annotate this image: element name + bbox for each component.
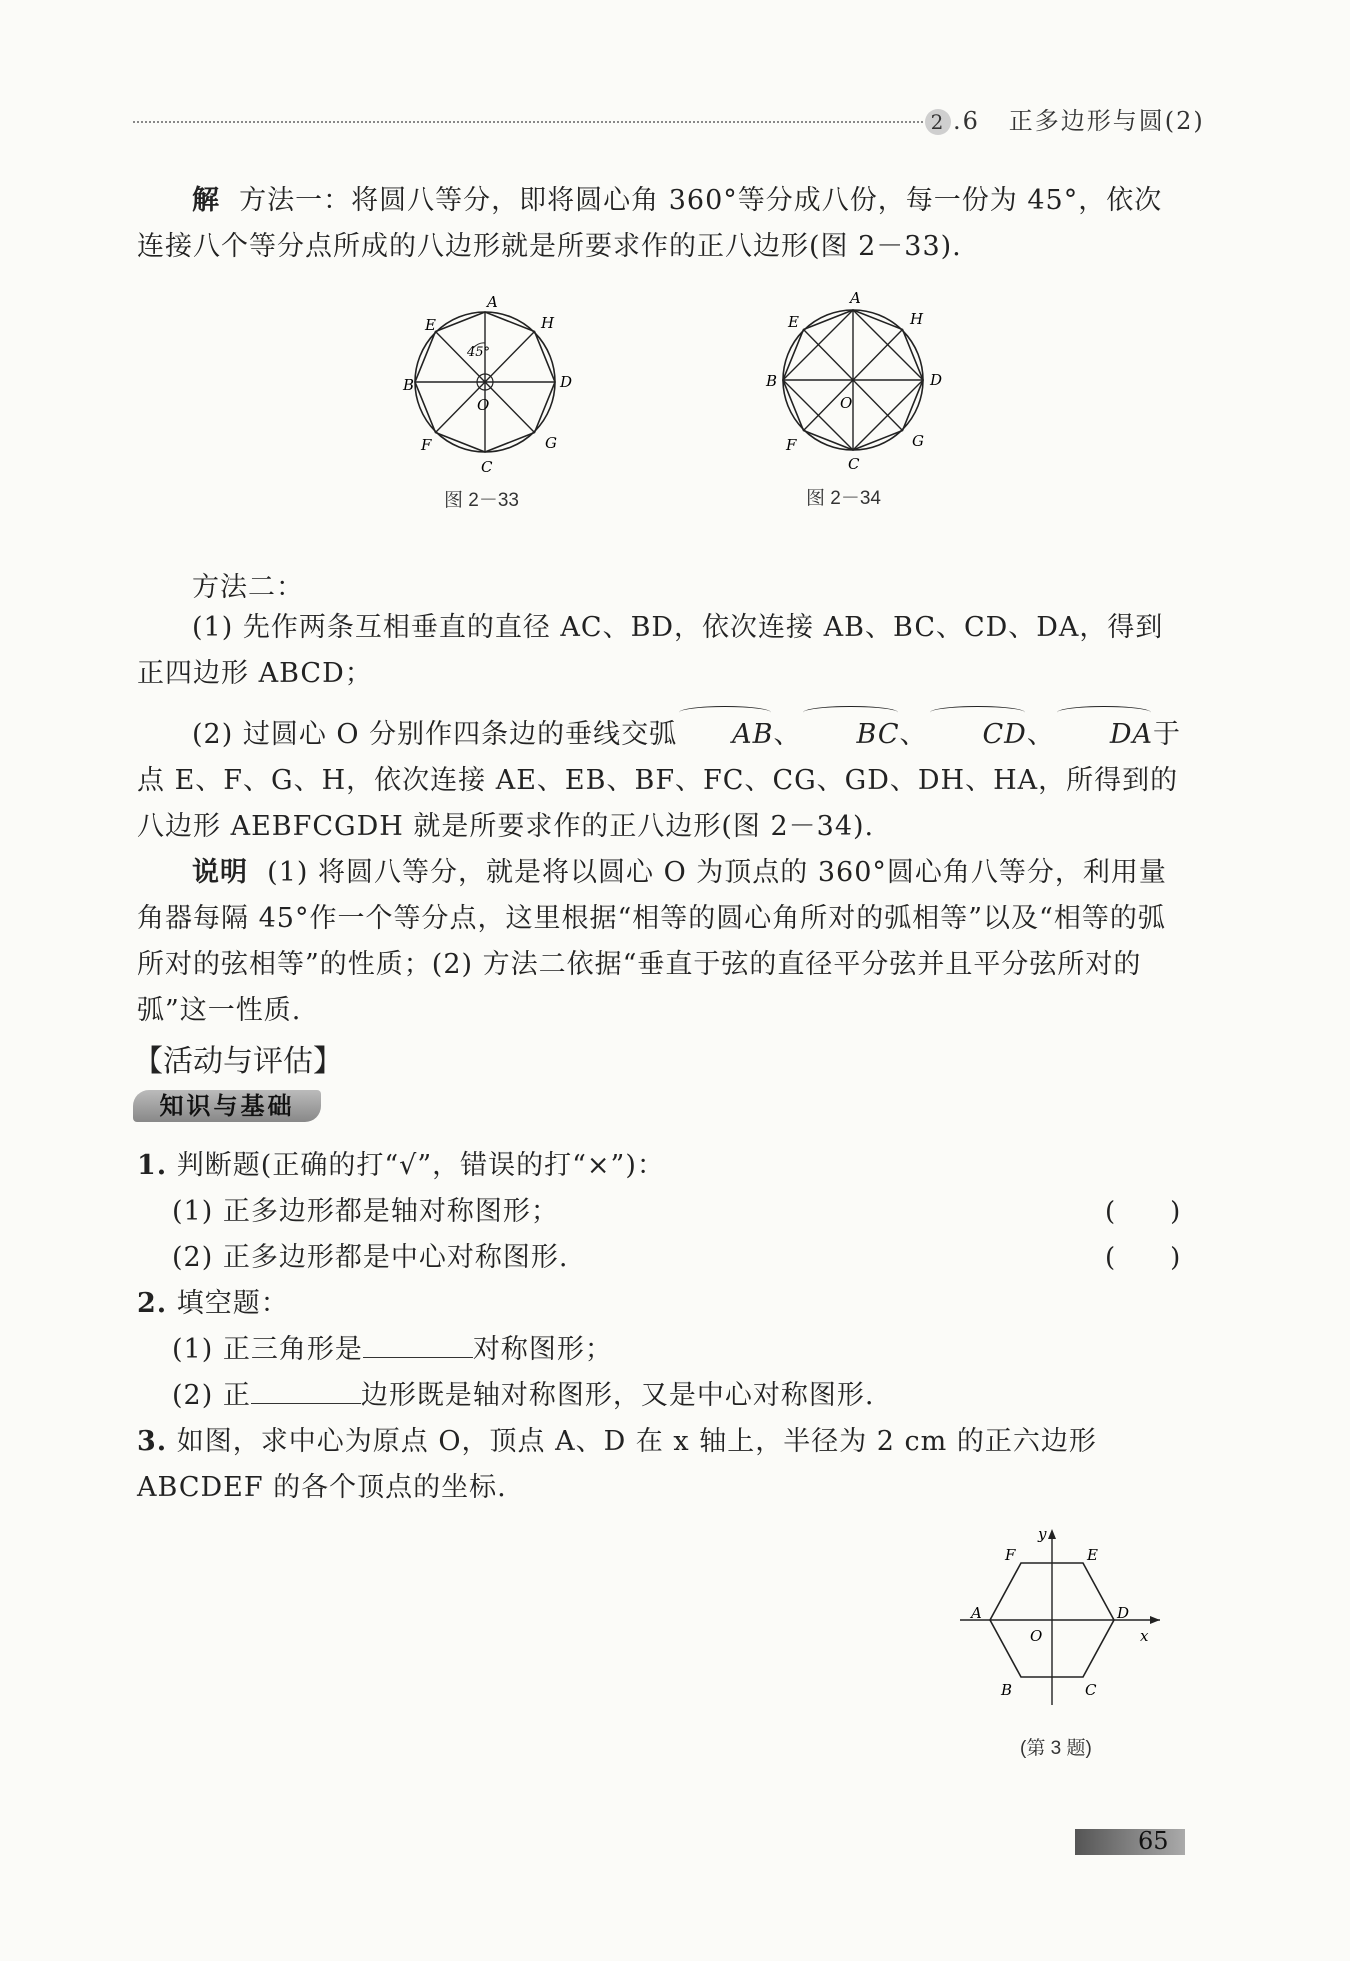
fig1-label-o: O [477, 396, 490, 414]
q1-item1: (1) 正多边形都是轴对称图形； [172, 1196, 559, 1227]
chapter-number-badge: 2 [925, 109, 951, 135]
arc-cd: CD [928, 712, 1027, 758]
fig3-label-f: F [1005, 1546, 1016, 1564]
knowledge-badge-text: 知识与基础 [159, 1092, 295, 1120]
method1-text: 方法一：将圆八等分，即将圆心角 360°等分成八份，每一份为 45°，依次连接八个等分点所成的八边形就是所要求作的正八边形(图 2－33). [137, 185, 1163, 262]
fig3-label-b: B [1001, 1681, 1013, 1699]
fig2-label-b: B [766, 372, 778, 390]
arc-ab: AB [677, 712, 773, 758]
note-text: (1) 将圆八等分，就是将以圆心 O 为顶点的 360°圆心角八等分，利用量角器每隔 45°作一个等分点，这里根据“相等的圆心角所对的弧相等”以及“相等的弧所对的弦相等”的性质；(2) 方法二依据“垂直于弦的直径平分弦并且平分弦所对的弧”这一性质. [137, 857, 1167, 1026]
fig1-label-f: F [421, 436, 432, 454]
q3-stem [137, 1419, 1187, 1511]
fig3-label-d: D [1117, 1604, 1130, 1622]
fig2-label-f: F [786, 436, 797, 454]
knowledge-badge [133, 1090, 321, 1122]
method2-step1: (1) 先作两条互相垂直的直径 AC、BD，依次连接 AB、BC、CD、DA，得到正四边形 ABCD； [137, 612, 1164, 689]
x-axis-arrow [1150, 1616, 1160, 1624]
fig3-label-a: A [971, 1604, 982, 1622]
activity-section-title: 【活动与评估】 [133, 1044, 343, 1079]
y-axis-arrow [1048, 1529, 1056, 1539]
q2-blank-2[interactable] [251, 1383, 361, 1404]
figure-2-33 [395, 285, 595, 485]
q2-item1-post: 对称图形； [472, 1334, 613, 1365]
fig2-label-c: C [848, 455, 860, 473]
q2-item1-pre: (1) 正三角形是 [172, 1334, 363, 1365]
q2-item1 [172, 1327, 613, 1373]
method1-paragraph [137, 178, 1187, 270]
fig1-label-a: A [487, 293, 498, 311]
q3-text: 如图，求中心为原点 O，顶点 A、D 在 x 轴上，半径为 2 cm 的正六边形 ABCDEF 的各个顶点的坐标. [137, 1426, 1097, 1503]
q1-stem [137, 1143, 665, 1189]
fig2-label-e: E [788, 313, 799, 331]
fig1-label-g: G [545, 434, 557, 452]
fig1-label-e: E [425, 316, 436, 334]
method2-step2: (2) 过圆心 O 分别作四条边的垂线交弧 AB、 BC、 CD、 DA于点 E、F、G、H，依次连接 AE、EB、BF、FC、CG、GD、DH、HA，所得到的八边形 AEBFCGDH 就是所要求作的正八边形(图 2－34). [137, 712, 1187, 850]
q2-blank-1[interactable] [363, 1337, 473, 1358]
q2-text: 填空题： [176, 1288, 289, 1319]
fig2-label-d: D [930, 371, 943, 389]
figure-q3-hexagon [955, 1525, 1175, 1715]
fig2-label-g: G [912, 432, 924, 450]
running-header [925, 101, 1205, 136]
note-paragraph [137, 850, 1187, 1034]
fig1-caption: 图 2－33 [444, 490, 519, 511]
q2-number: 2. [137, 1288, 168, 1319]
q1-text: 判断题(正确的打“√”，错误的打“×”)： [176, 1150, 665, 1181]
fig2-label-o: O [840, 394, 853, 412]
step2-prefix: (2) 过圆心 O 分别作四条边的垂线交弧 [192, 719, 678, 750]
q1-number: 1. [137, 1150, 168, 1181]
arc-bc: BC [801, 712, 899, 758]
q1-item1-answer[interactable]: ( ) [1105, 1197, 1182, 1227]
fig3-caption: (第 3 题) [1020, 1738, 1092, 1759]
section-number: .6 [953, 107, 980, 135]
section-title: 正多边形与圆(2) [1008, 107, 1205, 135]
fig3-label-o: O [1030, 1627, 1043, 1645]
figure-2-34 [760, 283, 960, 483]
header-rule [133, 121, 923, 123]
fig1-label-c: C [481, 458, 493, 476]
fig1-label-d: D [560, 373, 573, 391]
solution-label: 解 [192, 185, 220, 216]
fig3-label-e: E [1087, 1546, 1098, 1564]
q2-item2-pre: (2) 正 [172, 1380, 251, 1411]
q1-item2: (2) 正多边形都是中心对称图形. [172, 1242, 569, 1273]
fig3-label-c: C [1085, 1681, 1097, 1699]
fig2-label-h: H [910, 310, 924, 328]
fig2-caption: 图 2－34 [806, 488, 881, 509]
q2-stem [137, 1281, 289, 1327]
page-number: 65 [1138, 1827, 1169, 1855]
q3-number: 3. [137, 1426, 168, 1457]
step2-suffix: 于点 E、F、G、H，依次连接 AE、EB、BF、FC、CG、GD、DH、HA，所得到的八边形 AEBFCGDH 就是所要求作的正八边形(图 2－34). [137, 719, 1181, 842]
fig1-label-b: B [403, 376, 415, 394]
method2-title: 方法二： [192, 572, 304, 603]
note-label: 说明 [192, 857, 248, 888]
fig1-angle-label: 45° [467, 345, 491, 360]
arc-da: DA [1055, 712, 1153, 758]
q2-item2 [172, 1373, 874, 1419]
fig1-label-h: H [541, 314, 555, 332]
q1-item2-answer[interactable]: ( ) [1105, 1243, 1182, 1273]
q2-item2-post: 边形既是轴对称图形，又是中心对称图形. [360, 1380, 875, 1411]
fig3-label-x: x [1140, 1627, 1149, 1645]
fig3-label-y: y [1038, 1525, 1047, 1543]
fig2-label-a: A [850, 289, 861, 307]
